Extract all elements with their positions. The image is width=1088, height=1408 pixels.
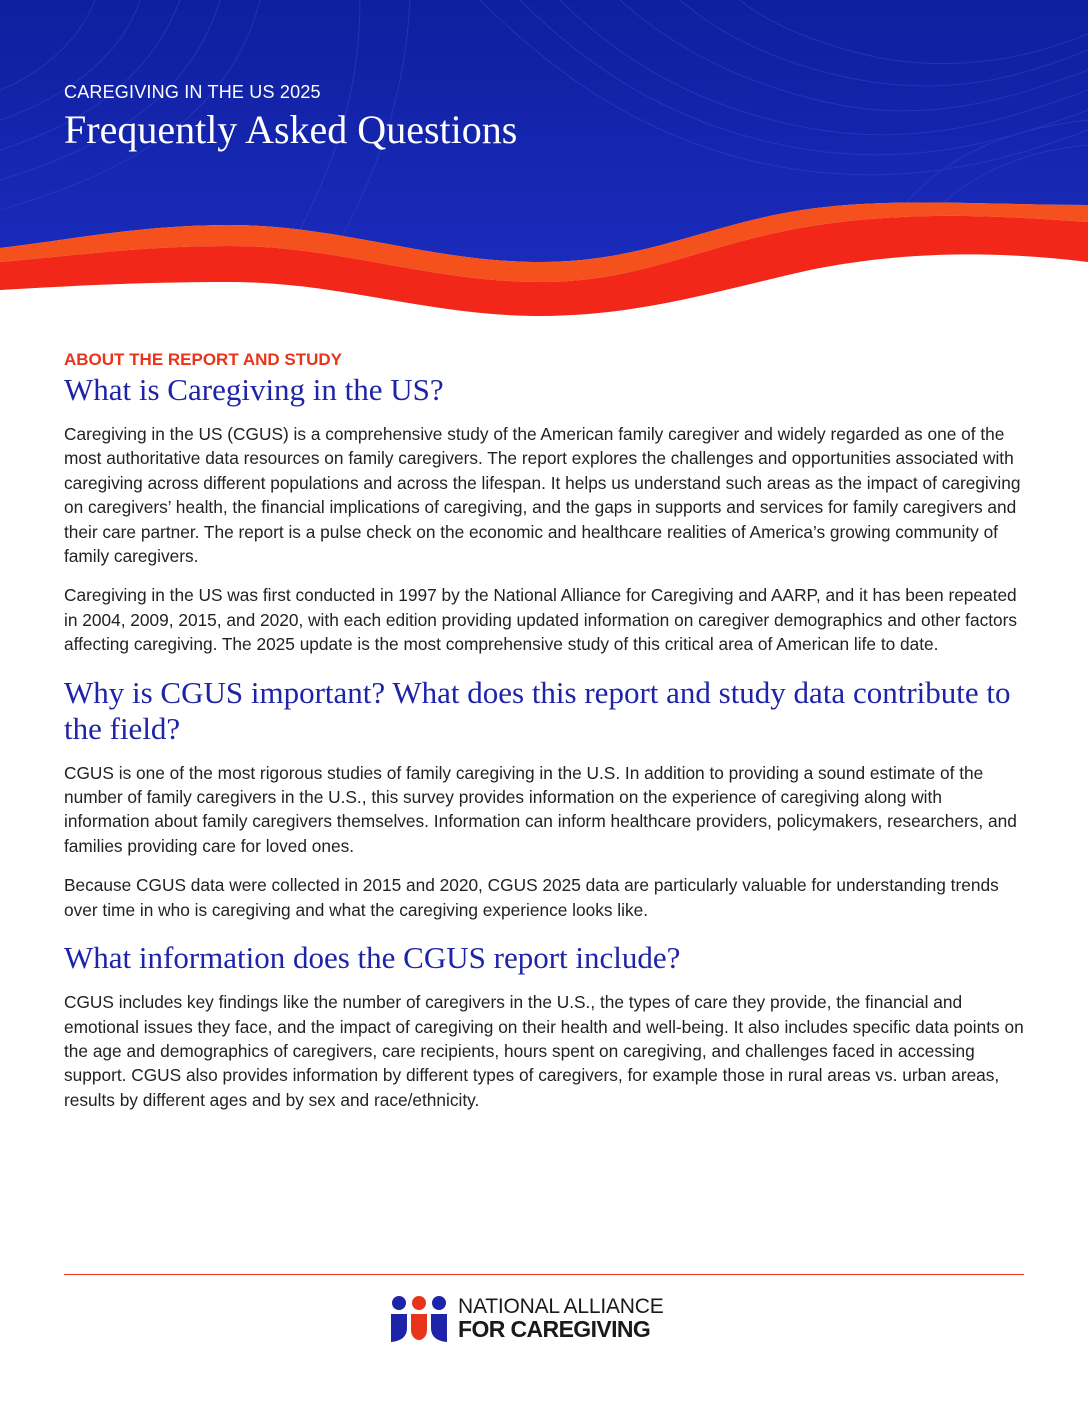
wave-background: [0, 0, 1088, 320]
three-people-icon: [390, 1294, 450, 1344]
answer-paragraph: CGUS is one of the most rigorous studies of family caregiving in the U.S. In addition to providing a sound estimate of the number of family caregivers in the U.S., this survey provides information on the experience of caregiving along with information about family caregivers themselves. Information can inform healthcare providers, policymakers, researchers, and families providing care for loved ones.: [64, 762, 1017, 856]
question-heading: What information does the CGUS report include?: [64, 940, 681, 976]
header-banner: [0, 0, 1088, 320]
footer-divider: [64, 1274, 1024, 1275]
answer-paragraph: CGUS includes key findings like the number of caregivers in the U.S., the types of care they provide, the financial and emotional issues they face, and the impact of caregiving on their health and well-being. It also includes specific data points on the age and demographics of caregivers, care recipients, hours spent on caregiving, and challenges faced in accessing support. CGUS also provides information by different types of caregivers, for example those in rural areas vs. urban areas, results by different ages and by sex and race/ethnicity.: [64, 992, 1024, 1110]
report-kicker: CAREGIVING IN THE US 2025: [64, 82, 321, 102]
page-title: Frequently Asked Questions: [64, 107, 518, 152]
answer-paragraph: Caregiving in the US was first conducted in 1997 by the National Alliance for Caregiving and AARP, and it has been repeated in 2004, 2009, 2015, and 2020, with each edition providing updated information on caregiver demographics and other factors affecting caregiving. The 2025 update is the most comprehensive study of this critical area of American life to date.: [64, 585, 1018, 655]
answer-paragraph: Caregiving in the US (CGUS) is a comprehensive study of the American family caregiver and widely regarded as one of the most authoritative data resources on family caregivers. The report explores the challenges and opportunities associated with caregiving across different populations and across the lifespan. It helps us understand such areas as the impact of caregiving on caregivers’ health, the financial implications of caregiving, and the gaps in supports and services for family caregivers and their care partner. The report is a pulse check on the economic and healthcare realities of America’s growing community of family caregivers.: [64, 424, 1021, 567]
faq-content: [64, 350, 1028, 1127]
nac-logo: [390, 1294, 710, 1344]
logo-line1: NATIONAL ALLIANCE: [458, 1295, 664, 1318]
logo-line2: FOR CAREGIVING: [458, 1316, 651, 1342]
section-kicker: ABOUT THE REPORT AND STUDY: [64, 350, 342, 369]
answer-paragraph: Because CGUS data were collected in 2015 and 2020, CGUS 2025 data are particularly valuable for understanding trends over time in who is caregiving and what the caregiving experience looks like.: [64, 875, 999, 920]
question-heading: What is Caregiving in the US?: [64, 372, 444, 407]
question-heading: Why is CGUS important? What does this report and study data contribute to the field?: [64, 674, 1011, 746]
